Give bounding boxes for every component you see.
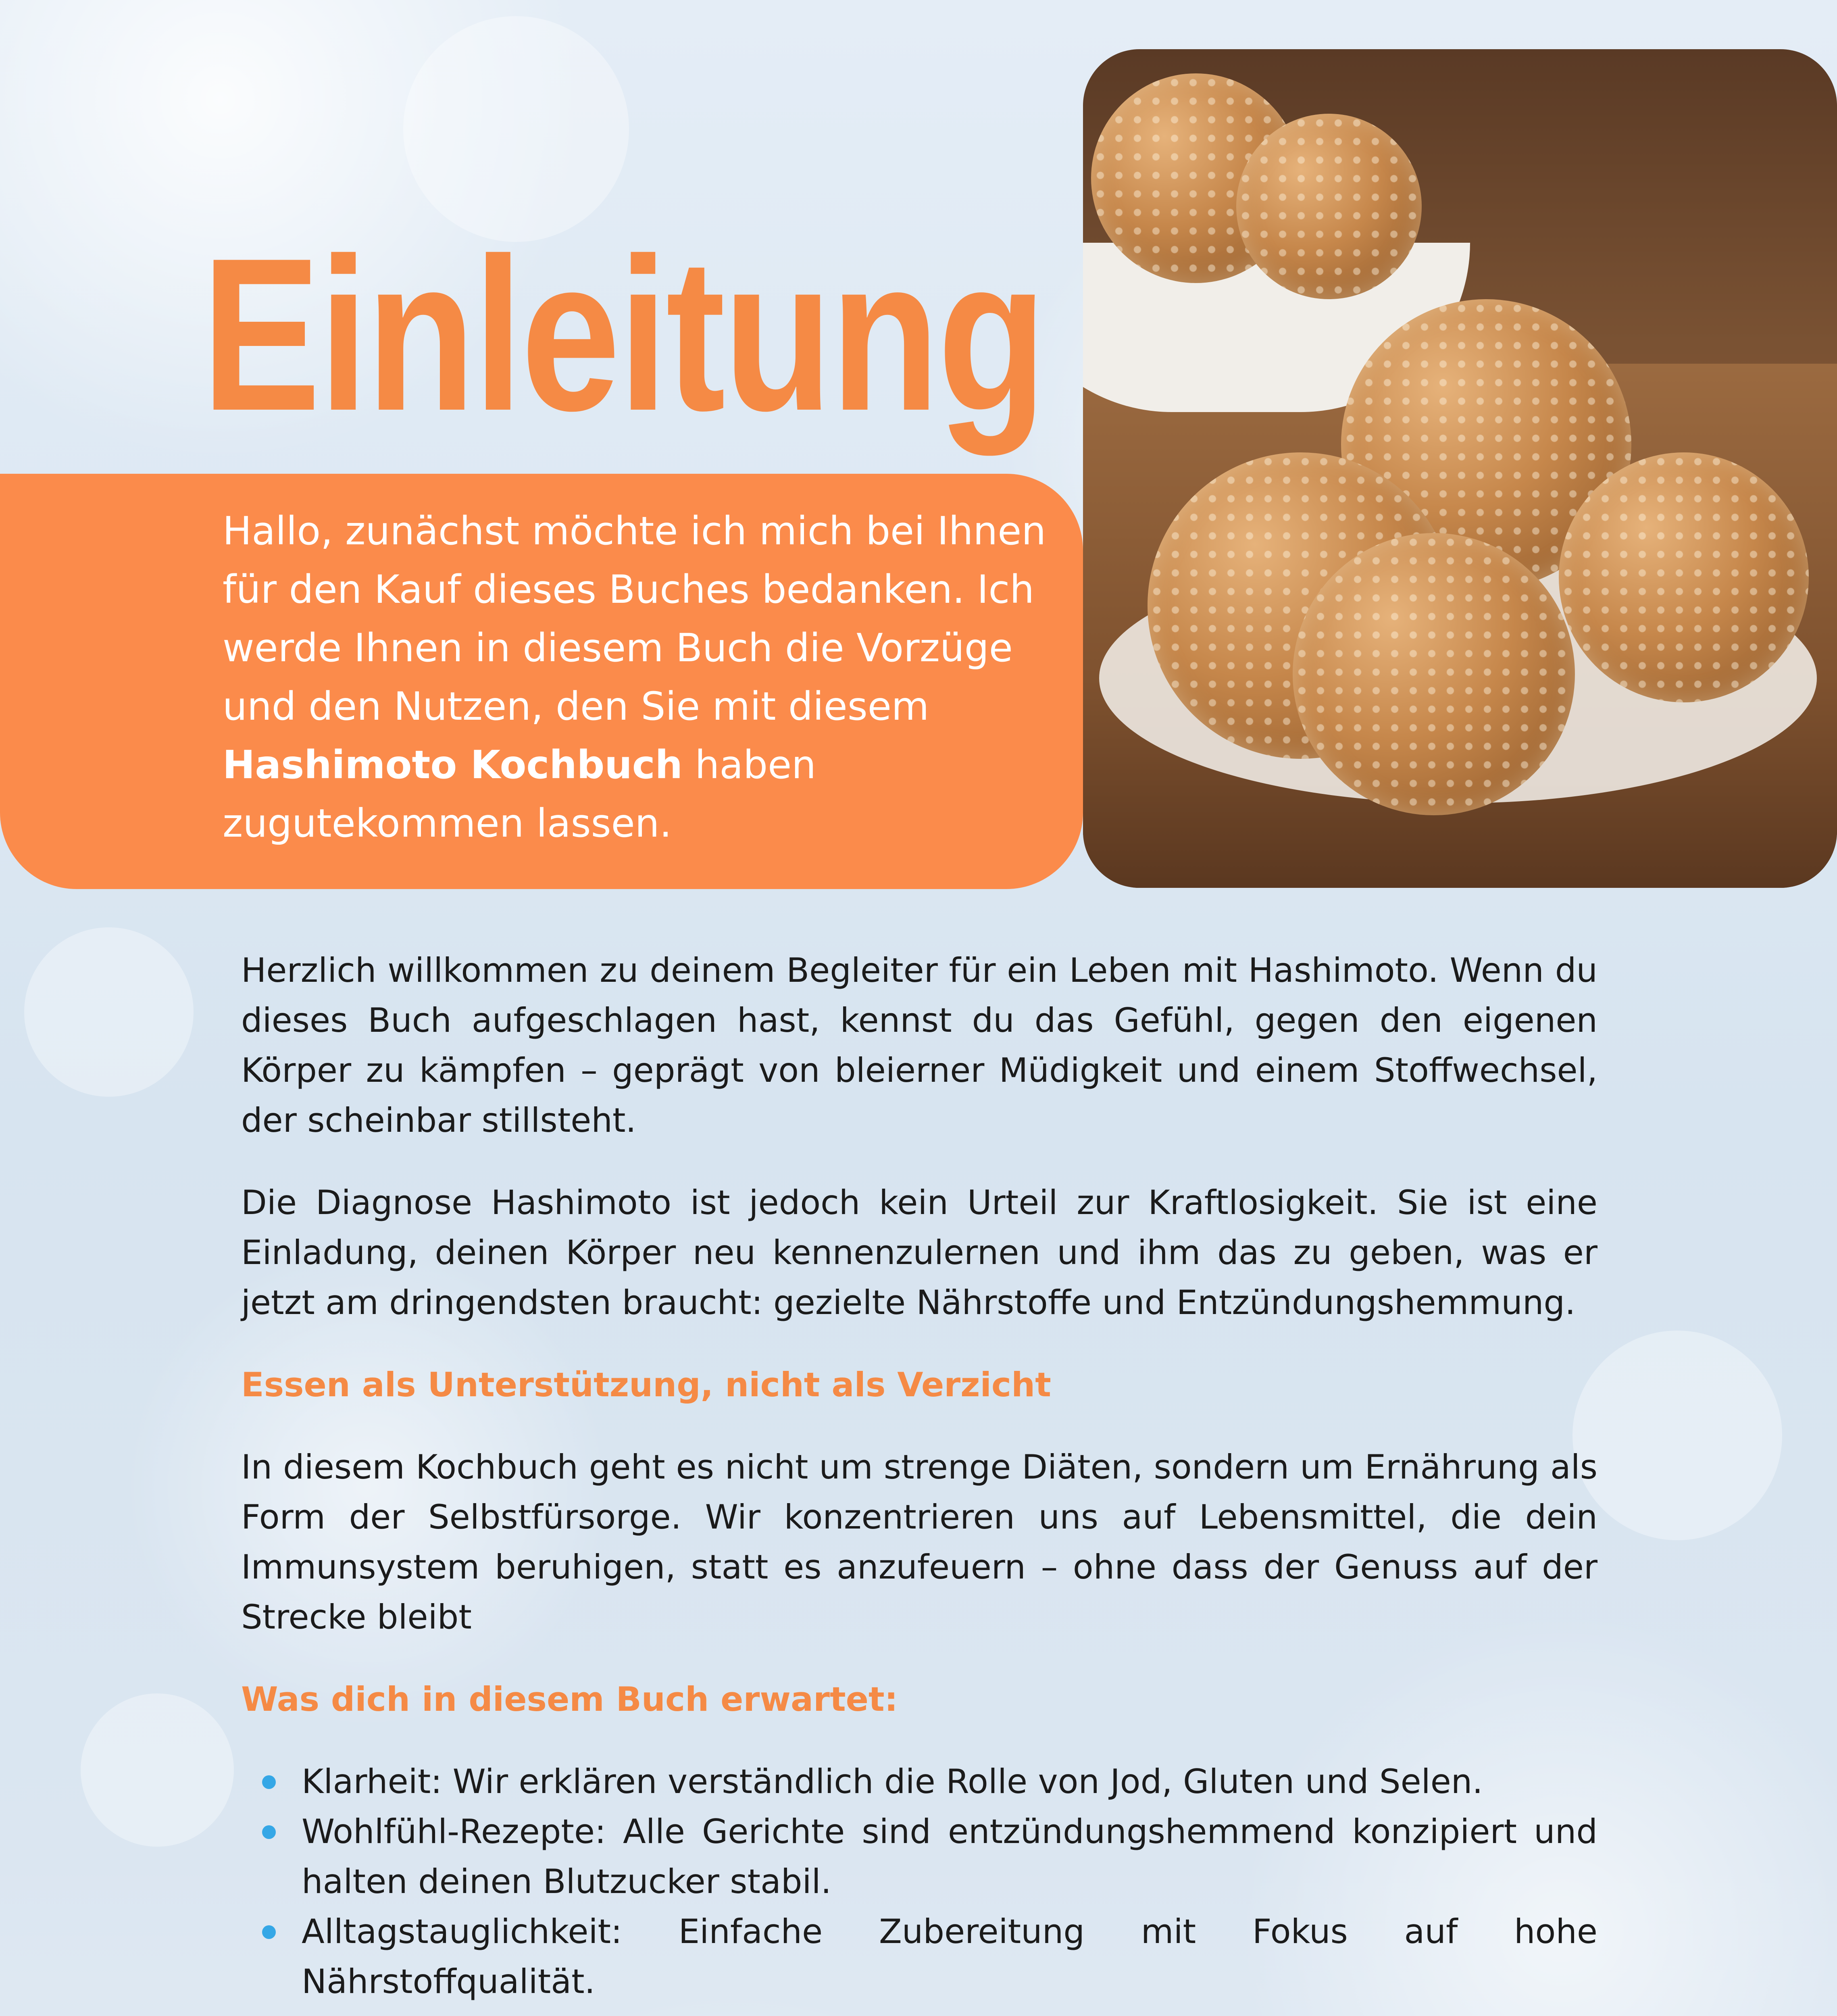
paragraph-diagnosis: Die Diagnose Hashimoto ist jedoch kein Urteil zur Kraftlosigkeit. Sie ist eine Einladung, deinen Körper neu kennenzulernen und ihm das zu geben, was er jetzt am dringendsten braucht: gezielte Nährstoffe und Entzündungshemmung. — [241, 1183, 1597, 1322]
bullet-icon — [262, 1925, 276, 1939]
list-item — [241, 1907, 1597, 2007]
intro-text-end: haben zugutekommen lassen. — [223, 742, 816, 846]
paragraph-cookbook: In diesem Kochbuch geht es nicht um strenge Diäten, sondern um Ernährung als Form der Selbstfürsorge. Wir konzentrieren uns auf Lebensmittel, die dein Immunsystem beruhigen, statt es anzufeuern – ohne dass der Genuss auf der Strecke bleibt — [241, 1447, 1597, 1637]
list-item — [241, 1757, 1597, 1807]
energy-ball — [1559, 452, 1809, 702]
energy-ball — [1293, 533, 1575, 815]
bokeh-light — [81, 1693, 234, 1847]
paragraph-welcome: Herzlich willkommen zu deinem Begleiter für ein Leben mit Hashimoto. Wenn du dieses Buch aufgeschlagen hast, kennst du das Gefühl, gegen den eigenen Körper zu kämpfen – geprägt von bleierner Müdigkeit und einem Stoffwechsel, der scheinbar stillsteht. — [241, 951, 1597, 1140]
list-item-text: Wohlfühl-Rezepte: Alle Gerichte sind entzündungshemmend konzipiert und halten deinen Blutzucker stabil. — [302, 1812, 1597, 1901]
bokeh-light — [24, 927, 194, 1097]
expectations-list — [241, 1757, 1597, 2007]
bullet-icon — [262, 1825, 276, 1839]
food-photo — [1083, 49, 1837, 888]
list-item — [241, 1807, 1597, 1907]
intro-text — [223, 502, 1061, 853]
book-title-bold: Hashimoto Kochbuch — [223, 742, 683, 787]
bokeh-light — [1572, 1331, 1782, 1540]
list-item-text: Klarheit: Wir erklären verständlich die Rolle von Jod, Gluten und Selen. — [302, 1762, 1483, 1801]
heading-expectations: Was dich in diesem Buch erwartet: — [241, 1680, 898, 1719]
list-item-text: Alltagstauglichkeit: Einfache Zubereitung mit Fokus auf hohe Nährstoffqualität. — [302, 1912, 1597, 2001]
bullet-icon — [262, 1775, 276, 1789]
intro-text-start: Hallo, zunächst möchte ich mich bei Ihnen für den Kauf dieses Buches bedanken. Ich werde Ihnen in diesem Buch die Vorzüge und den Nutzen, den Sie mit diesem — [223, 508, 1046, 729]
energy-ball — [1236, 114, 1422, 299]
heading-support: Essen als Unterstützung, nicht als Verzicht — [241, 1365, 1051, 1404]
page-title: Einleitung — [202, 213, 1045, 456]
bokeh-light — [403, 16, 629, 242]
main-content — [241, 946, 1597, 2016]
